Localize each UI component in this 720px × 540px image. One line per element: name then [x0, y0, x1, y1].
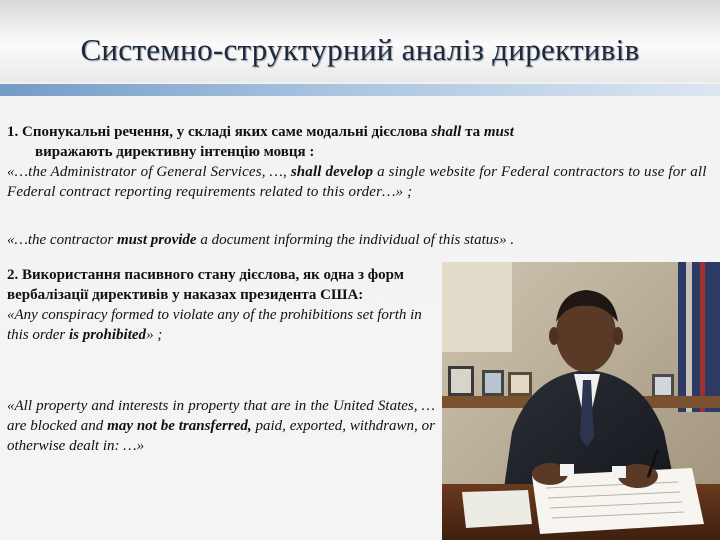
quote-is-prohibited: «Any conspiracy formed to violate any of the prohibitions set forth in this order is prohibited» ; [7, 307, 422, 343]
section-2-heading: 2. Використання пасивного стану дієслова, як одна з форм вербалізації директивів у наказах президента США: [7, 267, 404, 303]
section-1 [7, 122, 707, 202]
slide-title: Системно-структурний аналіз директивів [80, 32, 640, 67]
quote-must-provide: «…the contractor must provide a document informing the individual of this status» . [7, 232, 515, 248]
section-1-heading-a: Спонукальні речення, у складі яких саме модальні дієслова [22, 124, 432, 140]
title-divider [0, 84, 720, 96]
section-1-heading-c: виражають директивну інтенцію мовця : [35, 144, 315, 160]
section-1-number: 1. [7, 124, 19, 140]
shall-keyword: shall [431, 124, 462, 140]
quote-shall-develop: «…the Administrator of General Services, …, shall develop a single website for Federal contractors to use for all Federal contract reporting requirements related to this order…» ; [7, 164, 707, 200]
section-1-heading-b: та [461, 124, 484, 140]
section-2 [7, 265, 437, 345]
must-keyword: must [483, 124, 514, 140]
president-signing-photo [442, 262, 720, 540]
quote-may-not-be-transferred: «All property and interests in property that are in the United States, … are blocked and may not be transferred, paid, exported, withdrawn, or otherwise dealt in: …» [7, 398, 435, 454]
